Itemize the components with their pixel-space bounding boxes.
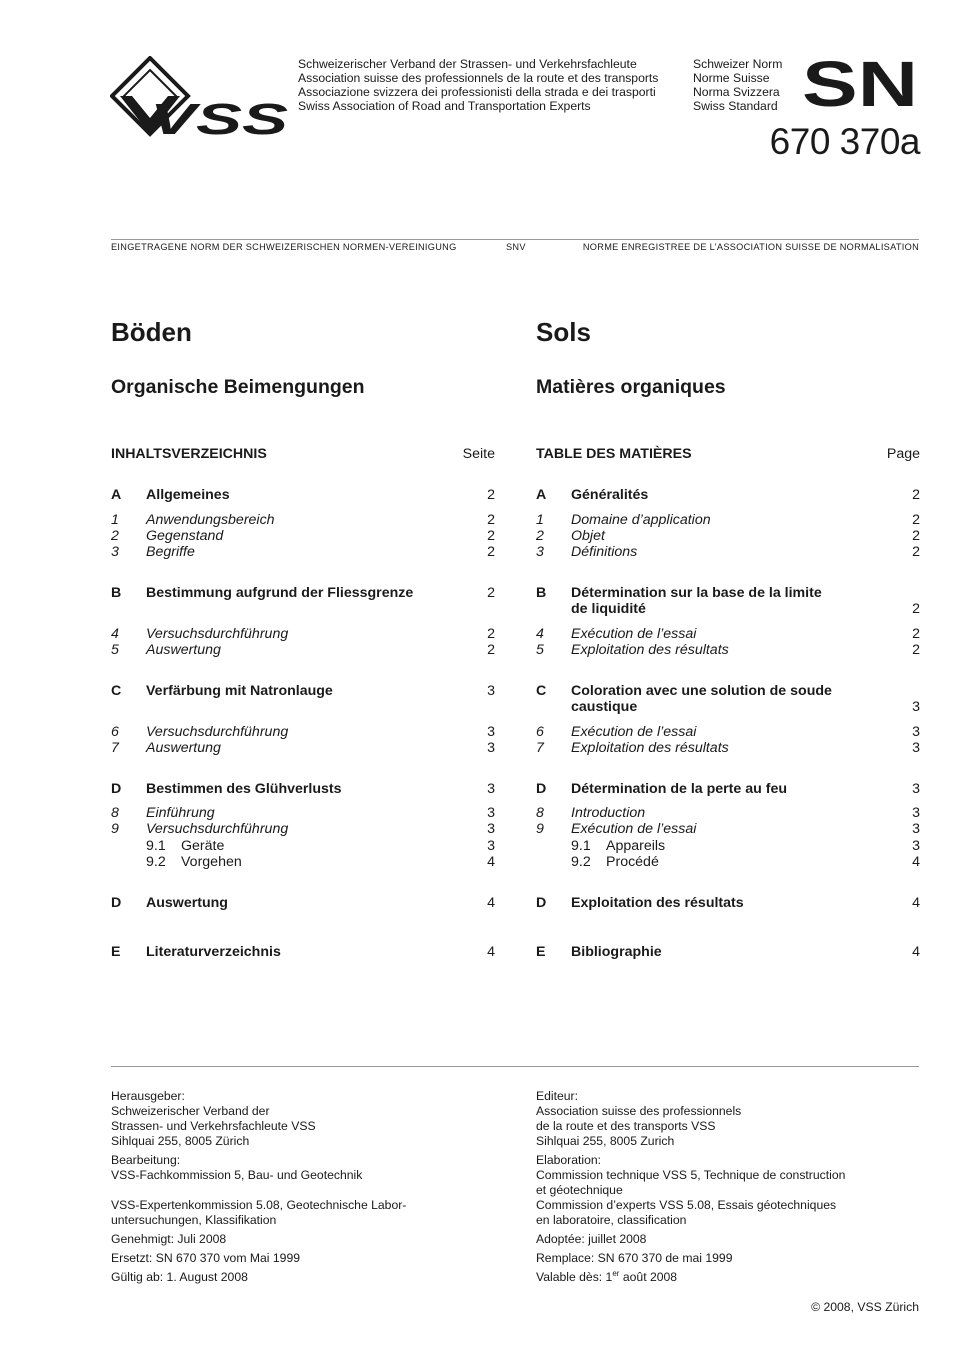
toc-title: Geräte — [181, 838, 225, 854]
standard-label-fr: Norme Suisse — [693, 71, 770, 85]
toc-title: Literaturverzeichnis — [146, 944, 281, 960]
toc-title: Objet — [571, 528, 605, 544]
copyright: © 2008, VSS Zürich — [811, 1300, 919, 1314]
toc-number: D — [536, 895, 547, 911]
toc-header-de — [111, 446, 495, 462]
toc-page: 4 — [912, 854, 920, 870]
vss-logo-graphic — [110, 56, 290, 142]
french-column — [536, 316, 920, 960]
toc-title: Domaine d’application — [571, 512, 711, 528]
svg-text:SN: SN — [802, 56, 918, 109]
toc-page-label-de: Seite — [462, 446, 495, 462]
standard-label-it: Norma Svizzera — [693, 85, 780, 99]
toc-page: 4 — [912, 944, 920, 960]
toc-number: C — [111, 683, 122, 699]
toc-page: 2 — [912, 544, 920, 560]
replaces-de: Ersetzt: SN 670 370 vom Mai 1999 — [111, 1251, 301, 1265]
title-fr: Sols — [536, 317, 591, 347]
toc-title: Détermination sur la base de la limite — [571, 585, 822, 601]
toc-page: 2 — [487, 528, 495, 544]
title-de: Böden — [111, 317, 192, 347]
toc-page: 2 — [487, 544, 495, 560]
approved-fr: Adoptée: juillet 2008 — [536, 1232, 647, 1246]
toc-title: Auswertung — [146, 740, 221, 756]
toc-title: Exploitation des résultats — [571, 642, 729, 658]
toc-title: Exécution de l’essai — [571, 724, 697, 740]
association-name-de: Schweizerischer Verband der Strassen- und Verkehrsfachleute — [298, 57, 637, 71]
toc-title: Procédé — [606, 854, 659, 870]
toc-number: 9 — [536, 821, 544, 837]
toc-title: Verfärbung mit Natronlauge — [146, 683, 333, 699]
valid-sup-fr: er — [612, 1268, 620, 1278]
subtitle-de: Organische Beimengungen — [111, 376, 365, 398]
toc-page: 2 — [912, 528, 920, 544]
footer-fr — [536, 1089, 920, 1285]
toc-number: D — [111, 781, 122, 797]
toc-page: 2 — [912, 642, 920, 658]
toc-label-fr: TABLE DES MATIÈRES — [536, 446, 692, 462]
valid-fr — [536, 1270, 920, 1285]
german-column — [111, 316, 495, 960]
toc-title: Définitions — [571, 544, 638, 560]
toc-title: Auswertung — [146, 642, 221, 658]
toc-number: 9.1 — [146, 838, 166, 854]
editing-fr: Elaboration: Commission technique VSS 5, Technique de construction et géotechnique — [536, 1153, 846, 1197]
toc-title: Généralités — [571, 487, 649, 503]
norm-number: 670 370a — [769, 121, 920, 162]
toc-number: 4 — [111, 626, 119, 642]
toc-page: 4 — [487, 854, 495, 870]
sn-logo-graphic — [802, 56, 920, 109]
vss-logo — [110, 56, 290, 142]
toc-page: 2 — [487, 585, 495, 601]
toc-title: Exploitation des résultats — [571, 740, 729, 756]
toc-number: 2 — [536, 528, 544, 544]
toc-title: Versuchsdurchführung — [146, 724, 289, 740]
toc-title: Bestimmung aufgrund der Fliessgrenze — [146, 585, 414, 601]
toc-page: 3 — [487, 683, 495, 699]
toc-page: 3 — [912, 821, 920, 837]
toc-number: D — [111, 895, 122, 911]
association-name-en: Swiss Association of Road and Transportation Experts — [298, 99, 591, 113]
toc-title: Exploitation des résultats — [571, 895, 744, 911]
sn-logo — [802, 56, 920, 109]
toc-page: 2 — [912, 487, 920, 503]
experts-fr: Commission d’experts VSS 5.08, Essais géotechniques en laboratoire, classification — [536, 1198, 837, 1227]
toc-title: Versuchsdurchführung — [146, 821, 289, 837]
toc-number: 9.1 — [571, 838, 591, 854]
toc-page: 4 — [912, 895, 920, 911]
toc-number: 9 — [111, 821, 119, 837]
toc-number: B — [111, 585, 122, 601]
toc-number: 7 — [536, 740, 544, 756]
toc-title: Einführung — [146, 805, 215, 821]
toc-number: 8 — [536, 805, 544, 821]
standard-labels — [693, 57, 782, 113]
approved-de: Genehmigt: Juli 2008 — [111, 1232, 227, 1246]
toc-page: 2 — [487, 626, 495, 642]
toc-title: Bestimmen des Glühverlusts — [146, 781, 342, 797]
toc-page: 3 — [487, 781, 495, 797]
toc-title: Gegenstand — [146, 528, 224, 544]
association-name-fr: Association suisse des professionnels de la route et des transports — [298, 71, 659, 85]
toc-title: Versuchsdurchführung — [146, 626, 289, 642]
toc-page: 3 — [912, 740, 920, 756]
toc-number: 7 — [111, 740, 119, 756]
toc-page: 3 — [912, 699, 920, 715]
footer-divider — [111, 1066, 919, 1067]
toc-number: 3 — [111, 544, 119, 560]
toc-page: 3 — [487, 805, 495, 821]
toc-page: 3 — [487, 838, 495, 854]
toc-page: 2 — [912, 601, 920, 617]
valid-prefix-fr: Valable dès: 1 — [536, 1270, 613, 1284]
toc-number: 5 — [536, 642, 544, 658]
editing-de: Bearbeitung: VSS-Fachkommission 5, Bau- und Geotechnik — [111, 1153, 363, 1182]
toc-title: Introduction — [571, 805, 646, 821]
toc-page: 3 — [487, 740, 495, 756]
association-names — [298, 57, 658, 113]
toc-number: 5 — [111, 642, 119, 658]
standard-label-en: Swiss Standard — [693, 99, 778, 113]
toc-page: 3 — [912, 724, 920, 740]
valid-de: Gültig ab: 1. August 2008 — [111, 1270, 248, 1284]
toc-title-continued: de liquidité — [571, 601, 646, 617]
registration-snv: SNV — [506, 242, 526, 252]
toc-number: 2 — [111, 528, 119, 544]
toc-number: E — [111, 944, 121, 960]
toc-title: Allgemeines — [146, 487, 230, 503]
toc-number: 1 — [111, 512, 119, 528]
toc-page: 2 — [912, 626, 920, 642]
toc-number: B — [536, 585, 547, 601]
toc-number: 6 — [536, 724, 544, 740]
toc-page: 3 — [487, 724, 495, 740]
toc-number: 4 — [536, 626, 544, 642]
toc-page: 3 — [912, 781, 920, 797]
toc-page: 3 — [487, 821, 495, 837]
toc-title: Vorgehen — [181, 854, 242, 870]
publisher-fr: Editeur: Association suisse des professionnels de la route et des transports VSS Sihlquai 255, 8005 Zurich — [536, 1089, 742, 1148]
registration-fr: NORME ENREGISTREE DE L’ASSOCIATION SUISSE DE NORMALISATION — [582, 242, 919, 252]
association-name-it: Associazione svizzera dei professionisti della strada e dei trasporti — [298, 85, 656, 99]
toc-page-label-fr: Page — [886, 446, 920, 462]
toc-number: 9.2 — [571, 854, 591, 870]
standard-label-de: Schweizer Norm — [693, 57, 783, 71]
toc-number: 8 — [111, 805, 119, 821]
replaces-fr: Remplace: SN 670 370 de mai 1999 — [536, 1251, 733, 1265]
toc-page: 4 — [487, 944, 495, 960]
toc-page: 2 — [487, 512, 495, 528]
registration-de: EINGETRAGENE NORM DER SCHWEIZERISCHEN NORMEN-VEREINIGUNG — [111, 242, 457, 252]
toc-number: A — [111, 487, 122, 503]
toc-title: Appareils — [606, 838, 666, 854]
toc-title: Détermination de la perte au feu — [571, 781, 788, 797]
toc-page: 2 — [487, 487, 495, 503]
toc-title: Anwendungsbereich — [146, 512, 275, 528]
toc-title: Auswertung — [146, 895, 228, 911]
toc-number: 9.2 — [146, 854, 166, 870]
toc-page: 2 — [912, 512, 920, 528]
toc-number: A — [536, 487, 547, 503]
toc-label-de: INHALTSVERZEICHNIS — [111, 446, 267, 462]
toc-title: Exécution de l’essai — [571, 821, 697, 837]
valid-suffix-fr: août 2008 — [619, 1270, 678, 1284]
toc-number: D — [536, 781, 547, 797]
toc-number: C — [536, 683, 547, 699]
toc-title: Begriffe — [146, 544, 195, 560]
toc-title-continued: caustique — [571, 699, 638, 715]
toc-page: 2 — [487, 642, 495, 658]
registration-divider — [111, 239, 919, 240]
toc-number: 1 — [536, 512, 544, 528]
toc-page: 3 — [912, 838, 920, 854]
svg-text:VSS: VSS — [150, 95, 288, 142]
toc-page: 4 — [487, 895, 495, 911]
experts-de: VSS-Expertenkommission 5.08, Geotechnische Labor- untersuchungen, Klassifikation — [111, 1198, 407, 1227]
toc-title: Bibliographie — [571, 944, 662, 960]
toc-header-fr — [536, 446, 920, 462]
toc-number: E — [536, 944, 546, 960]
toc-title: Coloration avec une solution de soude — [571, 683, 832, 699]
toc-page: 3 — [912, 805, 920, 821]
toc-number: 3 — [536, 544, 544, 560]
toc-title: Exécution de l’essai — [571, 626, 697, 642]
toc-number: 6 — [111, 724, 119, 740]
subtitle-fr: Matières organiques — [536, 376, 726, 398]
publisher-de: Herausgeber: Schweizerischer Verband der Strassen- und Verkehrsfachleute VSS Sihlquai 255, 8005 Zürich — [111, 1089, 316, 1148]
footer-de — [111, 1089, 511, 1285]
